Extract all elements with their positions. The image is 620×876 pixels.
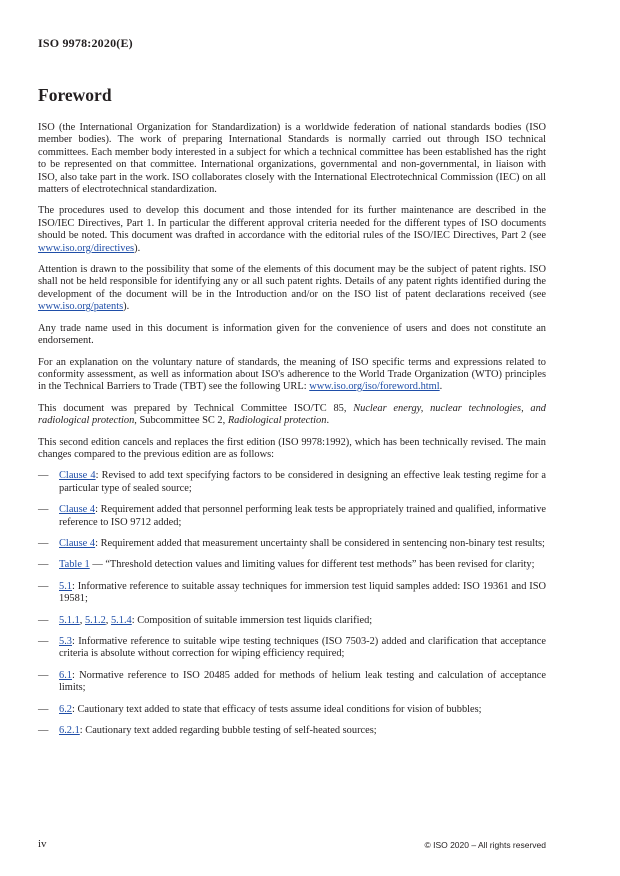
- reference-separator: ,: [79, 614, 85, 626]
- paragraph-end: ).: [134, 242, 141, 254]
- paragraph-end: .: [326, 415, 330, 427]
- paragraph-patents: [38, 264, 546, 314]
- paragraph-end: ).: [123, 301, 130, 313]
- change-description: : Revised to add text specifying factors to be considered in designing an effective leak testing regime for a particular type of sealed source;: [59, 470, 546, 494]
- page-number: iv: [38, 838, 47, 850]
- list-item: [38, 725, 546, 737]
- foreword-body: [38, 122, 546, 746]
- change-description: — “Threshold detection values and limiting values for different test methods” has been revised for clarity;: [89, 559, 535, 571]
- list-item: [38, 538, 546, 550]
- list-dash: —: [38, 636, 49, 647]
- paragraph-text: Attention is drawn to the possibility that some of the elements of this document may be the subject of patent rights. ISO shall not be held responsible for identifying any or all such patent rights. Details of any patent rights identified during the development of the document will be in the Introduction and/or on the ISO list of patent declarations received (see: [38, 264, 546, 300]
- paragraph-committee: [38, 403, 546, 428]
- paragraph-text: , Subcommittee SC 2,: [134, 415, 228, 427]
- clause-reference-link[interactable]: Clause 4: [59, 504, 96, 516]
- list-item: [38, 670, 546, 695]
- list-dash: —: [38, 725, 49, 737]
- change-description: : Requirement added that personnel performing leak tests be appropriately trained and qualified, informative reference to ISO 9712 added;: [59, 504, 546, 528]
- list-dash: —: [38, 614, 49, 626]
- list-item: [38, 559, 546, 571]
- list-item: [38, 704, 546, 716]
- subcommittee-title: Radiological protection: [227, 415, 327, 427]
- change-description: : Cautionary text added to state that efficacy of tests assume ideal conditions for vision of bubbles;: [72, 703, 482, 715]
- change-description: : Normative reference to ISO 20485 added for methods of helium leak testing and calculation of acceptance limits;: [59, 669, 546, 694]
- clause-reference-link[interactable]: 6.2: [59, 703, 72, 715]
- paragraph-trade-name: Any trade name used in this document is information given for the convenience of users and does not constitute an endorsement.: [38, 322, 546, 347]
- list-item: [38, 581, 546, 606]
- paragraph-edition: This second edition cancels and replaces the first edition (ISO 9978:1992), which has been technically revised. The main changes compared to the previous edition are as follows:: [38, 436, 546, 460]
- list-item-text: [59, 670, 546, 695]
- section-title: Foreword: [38, 85, 112, 105]
- clause-reference-link[interactable]: Clause 4: [59, 470, 96, 482]
- list-item: [38, 636, 546, 661]
- list-item-text: [59, 615, 546, 627]
- list-item-text: [59, 470, 546, 495]
- clause-reference-link[interactable]: 5.1.1: [59, 614, 80, 626]
- clause-reference-link[interactable]: 5.1.4: [110, 614, 132, 626]
- change-description: : Informative reference to suitable assay techniques for immersion test liquid samples added: ISO 19361 and ISO 19581;: [59, 580, 546, 605]
- copyright-notice: © ISO 2020 – All rights reserved: [424, 840, 546, 850]
- changes-list: [38, 470, 546, 737]
- paragraph-voluntary-nature: [38, 357, 546, 394]
- foreword-link[interactable]: www.iso.org/iso/foreword.html: [309, 381, 440, 393]
- clause-reference-link[interactable]: 6.2.1: [59, 725, 80, 737]
- list-item: [38, 615, 546, 627]
- directives-link[interactable]: www.iso.org/directives: [38, 242, 135, 254]
- paragraph-procedures: [38, 205, 546, 255]
- list-item-text: [59, 504, 546, 529]
- list-dash: —: [38, 559, 49, 571]
- paragraph-iso-overview: ISO (the International Organization for Standardization) is a worldwide federation of national standards bodies (ISO member bodies). The work of preparing International Standards is normally carried out through ISO technical committees. Each member body interested in a subject for which a technical committee has been established has the right to be represented on that committee. International organizations, governmental and non-governmental, in liaison with ISO, also take part in the work. ISO collaborates closely with the International Electrotechnical Commission (IEC) on all matters of electrotechnical standardization.: [38, 122, 546, 196]
- clause-reference-link[interactable]: 5.3: [59, 636, 72, 647]
- change-description: : Requirement added that measurement uncertainty shall be considered in sentencing non-binary test results;: [95, 537, 545, 549]
- change-description: : Cautionary text added regarding bubble testing of self-heated sources;: [79, 725, 377, 737]
- clause-reference-link[interactable]: 6.1: [59, 669, 72, 681]
- committee-title: Nuclear energy, nuclear technologies, and radiological protection: [38, 402, 546, 427]
- list-item-text: [59, 581, 546, 606]
- list-item-text: [59, 538, 546, 550]
- clause-reference-link[interactable]: 5.1.2: [84, 614, 106, 626]
- list-dash: —: [38, 537, 49, 549]
- paragraph-text: For an explanation on the voluntary nature of standards, the meaning of ISO specific terms and expressions related to conformity assessment, as well as information about ISO's adherence to the World Trade Organization (WTO) principles in the Technical Barriers to Trade (TBT) see the following URL:: [38, 356, 546, 393]
- list-dash: —: [38, 703, 49, 715]
- list-dash: —: [38, 470, 49, 482]
- paragraph-text: The procedures used to develop this document and those intended for its further maintenance are described in the ISO/IEC Directives, Part 1. In particular the different approval criteria needed for the different types of ISO documents should be noted. This document was drafted in accordance with the editorial rules of the ISO/IEC Directives, Part 2 (see: [38, 205, 546, 242]
- list-dash: —: [38, 504, 49, 516]
- list-item-text: [59, 559, 546, 571]
- list-item-text: [59, 636, 546, 661]
- clause-reference-link[interactable]: 5.1: [59, 580, 72, 592]
- reference-separator: ,: [105, 614, 111, 626]
- list-item: [38, 470, 546, 495]
- clause-reference-link[interactable]: Clause 4: [59, 537, 96, 549]
- paragraph-end: .: [439, 381, 443, 393]
- list-item-text: [59, 704, 546, 716]
- list-dash: —: [38, 669, 49, 681]
- paragraph-text: This document was prepared by Technical Committee ISO/TC 85,: [38, 402, 354, 414]
- list-dash: —: [38, 580, 49, 592]
- change-description: : Composition of suitable immersion test liquids clarified;: [131, 614, 373, 626]
- list-item-text: [59, 725, 546, 737]
- change-description: : Informative reference to suitable wipe testing techniques (ISO 7503-2) added and clarification that acceptance criteria is absolute without correction for wiping efficiency required;: [59, 636, 546, 660]
- patents-link[interactable]: www.iso.org/patents: [38, 301, 124, 313]
- document-id-header: ISO 9978:2020(E): [38, 36, 133, 50]
- list-item: [38, 504, 546, 529]
- table-reference-link[interactable]: Table 1: [59, 559, 90, 571]
